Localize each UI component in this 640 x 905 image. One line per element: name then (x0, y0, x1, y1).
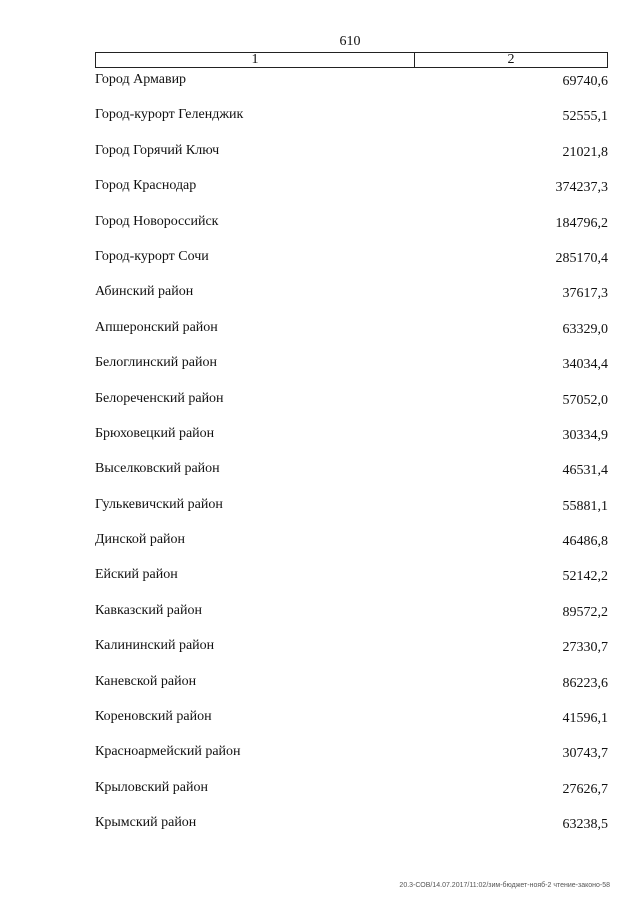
row-name: Город-курорт Геленджик (95, 107, 244, 123)
row-value: 285170,4 (555, 250, 608, 266)
row-name: Выселковский район (95, 461, 220, 477)
table-body (95, 72, 608, 851)
table-row (95, 674, 608, 709)
row-name: Город Горячий Ключ (95, 142, 220, 158)
table-row (95, 780, 608, 815)
row-value: 57052,0 (562, 392, 608, 408)
table-row (95, 214, 608, 249)
table-row (95, 567, 608, 602)
table-row (95, 744, 608, 779)
row-value: 30334,9 (562, 427, 608, 443)
row-name: Город Краснодар (95, 178, 197, 194)
row-name: Город Новороссийск (95, 213, 219, 229)
row-name: Каневской район (95, 673, 197, 689)
table-row (95, 249, 608, 284)
table-row (95, 284, 608, 319)
row-name: Белореченский район (95, 390, 224, 406)
table-row (95, 320, 608, 355)
row-value: 30743,7 (562, 746, 608, 762)
table-row (95, 638, 608, 673)
row-name: Брюховецкий район (95, 425, 215, 441)
row-name: Гулькевичский район (95, 496, 223, 512)
row-value: 21021,8 (562, 144, 608, 160)
row-value: 63329,0 (562, 321, 608, 337)
table-row (95, 603, 608, 638)
row-name: Апшеронский район (95, 319, 218, 335)
table-row (95, 355, 608, 390)
table-row (95, 143, 608, 178)
table-header (95, 52, 608, 68)
table-row (95, 107, 608, 142)
row-name: Калининский район (95, 638, 215, 654)
row-name: Крымский район (95, 815, 197, 831)
row-value: 27330,7 (562, 640, 608, 656)
table-row (95, 497, 608, 532)
row-value: 46531,4 (562, 463, 608, 479)
row-name: Белоглинский район (95, 355, 217, 371)
row-value: 63238,5 (562, 817, 608, 833)
row-value: 41596,1 (562, 711, 608, 727)
row-value: 52142,2 (562, 569, 608, 585)
row-name: Город-курорт Сочи (95, 248, 209, 264)
row-value: 37617,3 (562, 286, 608, 302)
page-number: 610 (339, 34, 361, 49)
row-name: Кореновский район (95, 709, 212, 725)
table-row (95, 461, 608, 496)
row-value: 55881,1 (562, 498, 608, 514)
row-name: Красноармейский район (95, 744, 241, 760)
header-col-1: 1 (96, 53, 415, 67)
row-name: Город Армавир (95, 72, 187, 87)
row-value: 46486,8 (562, 534, 608, 550)
row-value: 34034,4 (562, 357, 608, 373)
row-name: Кавказский район (95, 602, 203, 618)
table-row (95, 178, 608, 213)
table-row (95, 532, 608, 567)
row-value: 27626,7 (562, 781, 608, 797)
row-value: 374237,3 (555, 180, 608, 196)
row-name: Абинский район (95, 284, 194, 300)
row-value: 184796,2 (555, 215, 608, 231)
row-value: 86223,6 (562, 675, 608, 691)
table-row (95, 72, 608, 107)
table-row (95, 709, 608, 744)
row-value: 69740,6 (562, 74, 608, 89)
table-row (95, 391, 608, 426)
table-row (95, 426, 608, 461)
table-row (95, 815, 608, 850)
footer-stamp: 20.3-СОВ/14.07.2017/11:02/зим-бюджет-нояб-2 чтение-законо-58 (399, 882, 610, 889)
row-name: Крыловский район (95, 779, 208, 795)
header-col-2: 2 (507, 52, 515, 67)
row-name: Динской район (95, 532, 186, 548)
row-name: Ейский район (95, 567, 178, 583)
row-value: 89572,2 (562, 604, 608, 620)
row-value: 52555,1 (562, 109, 608, 125)
